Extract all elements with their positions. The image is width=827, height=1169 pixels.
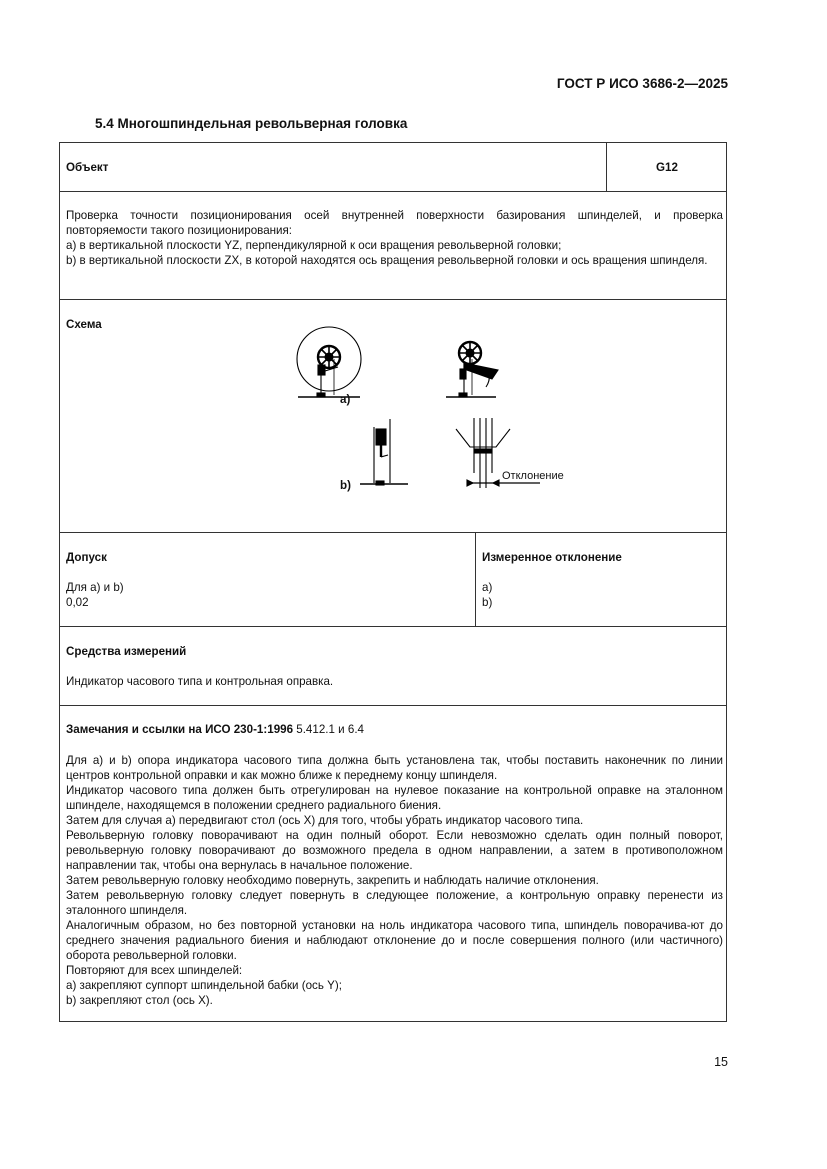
test-card-table bbox=[59, 142, 727, 1022]
description-item-a: a) в вертикальной плоскости YZ, перпендикулярной к оси вращения револьверной головки; bbox=[66, 239, 562, 252]
instruments-text: Индикатор часового типа и контрольная оправка. bbox=[66, 675, 334, 688]
remarks-paragraph: Затем револьверную головку следует повернуть в следующее положение, а контрольную оправку перенести из эталонного шпинделя. bbox=[66, 889, 723, 917]
remarks-label: Замечания и ссылки на ИСО 230-1:1996 bbox=[66, 723, 294, 736]
remarks-paragraph: Повторяют для всех шпинделей: bbox=[66, 964, 243, 977]
row-divider bbox=[60, 191, 726, 192]
remarks-paragraph: Для a) и b) опора индикатора часового типа должна быть установлена так, чтобы поставить наконечник по линии центров контрольной оправки и как можно ближе к переднему концу шпинделя. bbox=[66, 754, 723, 782]
document-header: ГОСТ Р ИСО 3686-2—2025 bbox=[556, 76, 728, 91]
instruments-label: Средства измерений bbox=[66, 645, 187, 658]
page-number: 15 bbox=[714, 1055, 728, 1069]
column-divider bbox=[475, 532, 476, 626]
scheme-label: Схема bbox=[66, 318, 102, 331]
description-paragraph: Проверка точности позиционирования осей внутренней поверхности базирования шпинделей, и проверка повторяемости такого позиционирования: bbox=[66, 209, 723, 237]
object-label: Объект bbox=[66, 161, 109, 174]
remarks-paragraph: Затем для случая a) передвигают стол (ось X) для того, чтобы убрать индикатор часового типа. bbox=[66, 814, 584, 827]
tolerance-value: 0,02 bbox=[66, 596, 89, 609]
remarks-heading bbox=[66, 722, 364, 737]
measured-deviation-values bbox=[482, 580, 492, 610]
remarks-paragraph: Аналогичным образом, но без повторной установки на ноль индикатора часового типа, шпиндель поворачива-ют до среднего значения радиального биения и наблюдают отклонение до и после совершения полного (или частичного) оборота револьверной головки. bbox=[66, 919, 723, 962]
object-description bbox=[66, 208, 723, 268]
remarks-body bbox=[66, 753, 723, 1008]
tolerance-label: Допуск bbox=[66, 551, 107, 564]
indicator-b bbox=[376, 429, 386, 445]
scheme-label-a: a) bbox=[340, 393, 351, 406]
remarks-item-a: a) закрепляют суппорт шпиндельной бабки (ось Y); bbox=[66, 979, 342, 992]
scheme-label-b: b) bbox=[340, 479, 351, 492]
object-code: G12 bbox=[656, 161, 678, 174]
deviation-label: Отклонение bbox=[502, 470, 564, 482]
scheme-drawing bbox=[260, 323, 620, 503]
row-divider bbox=[60, 705, 726, 706]
measured-a: a) bbox=[482, 581, 493, 594]
measured-b: b) bbox=[482, 596, 493, 609]
spindle-arbor bbox=[464, 363, 498, 379]
remarks-paragraph: Револьверную головку поворачивают на один полный оборот. Если невозможно сделать один полный поворот, револьверную головку поворачивают до возможного предела в одном направлении, а затем в противоположном направлении так, чтобы она вернулась в начальное положение. bbox=[66, 829, 723, 872]
column-divider bbox=[606, 143, 607, 191]
remarks-paragraph: Индикатор часового типа должен быть отрегулирован на нулевое показание на контрольной оправке на эталонном шпинделе, находящемся в положении среднего радиального биения. bbox=[66, 784, 723, 812]
tolerance-values bbox=[66, 580, 124, 610]
remarks-ref: 5.412.1 и 6.4 bbox=[293, 723, 364, 736]
row-divider bbox=[60, 299, 726, 300]
remarks-paragraph: Затем револьверную головку необходимо повернуть, закрепить и наблюдать наличие отклонения. bbox=[66, 874, 599, 887]
section-title: 5.4 Многошпиндельная револьверная головка bbox=[95, 116, 408, 131]
description-item-b: b) в вертикальной плоскости ZX, в которой находятся ось вращения револьверной головки и ось вращения шпинделя. bbox=[66, 254, 708, 267]
row-divider bbox=[60, 532, 726, 533]
measured-deviation-label: Измеренное отклонение bbox=[482, 551, 622, 564]
row-divider bbox=[60, 626, 726, 627]
tolerance-line: Для a) и b) bbox=[66, 581, 124, 594]
dial-indicator bbox=[318, 365, 325, 375]
remarks-item-b: b) закрепляют стол (ось X). bbox=[66, 994, 213, 1007]
scheme-figure bbox=[260, 323, 620, 508]
